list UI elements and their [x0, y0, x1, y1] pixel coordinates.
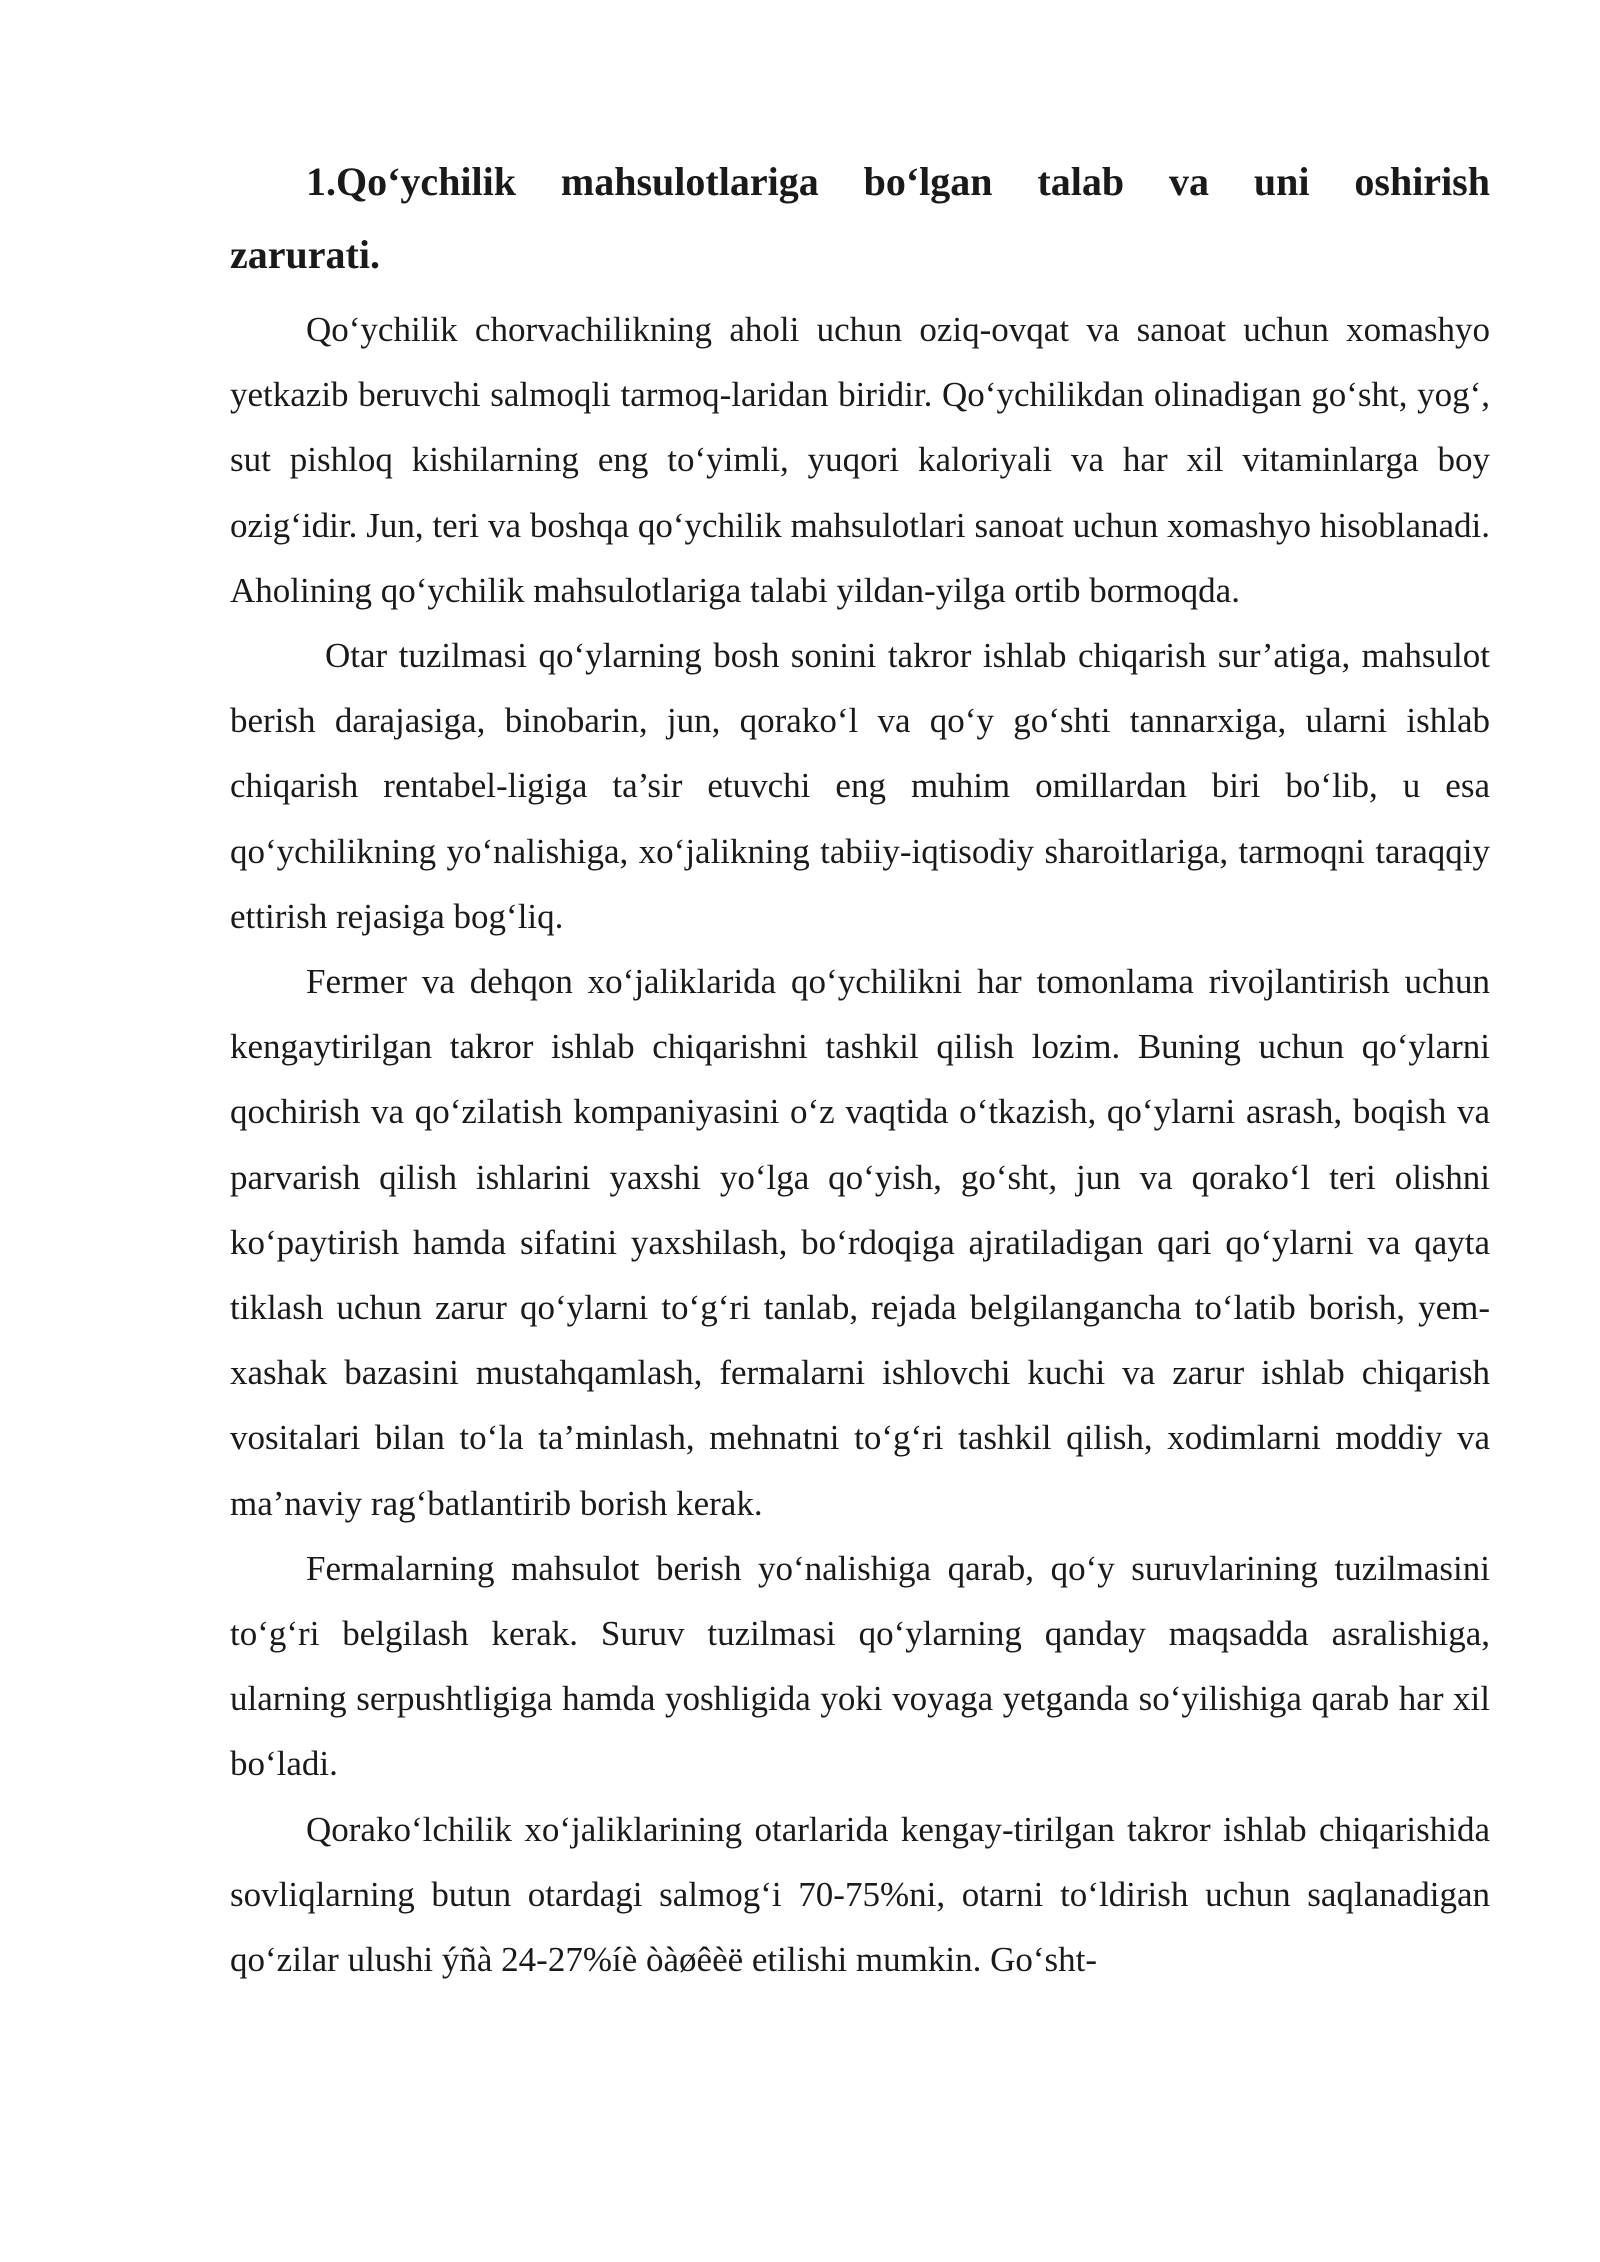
paragraph-1: Qo‘ychilik chorvachilikning aholi uchun oziq-ovqat va sanoat uchun xomashyo yetkazib beruvchi salmoqli tarmoq-laridan biridir. Qo‘ychilikdan olinadigan go‘sht, yog‘, sut pishloq kishilarning eng to‘yimli, yuqori kaloriyali va har xil vitaminlarga boy ozig‘idir. Jun, teri va boshqa qo‘ychilik mahsulotlari sanoat uchun xomashyo hisoblanadi. Aholining qo‘ychilik mahsulotlariga talabi yildan-yilga ortib bormoqda. [230, 310, 1490, 610]
paragraph-5: Qorako‘lchilik xo‘jaliklarining otarlarida kengay-tirilgan takror ishlab chiqarishida sovliqlarning butun otardagi salmog‘i 70-75%ni, otarni to‘ldirish uchun saqlanadigan qo‘zilar ulushi ýñà 24-27%íè òàøêèë etilishi mumkin. Go‘sht- [230, 1809, 1490, 1980]
document-body [230, 145, 1490, 1992]
paragraph-3: Fermer va dehqon xo‘jaliklarida qo‘ychilikni har tomonlama rivojlantirish uchun kengaytirilgan takror ishlab chiqarishni tashkil qilish lozim. Buning uchun qo‘ylarni qochirish va qo‘zilatish kompaniyasini o‘z vaqtida o‘tkazish, qo‘ylarni asrash, boqish va parvarish qilish ishlarini yaxshi yo‘lga qo‘yish, go‘sht, jun va qorako‘l teri olishni ko‘paytirish hamda sifatini yaxshilash, bo‘rdoqiga ajratiladigan qari qo‘ylarni va qayta tiklash uchun zarur qo‘ylarni to‘g‘ri tanlab, rejada belgilangancha to‘latib borish, yem-xashak bazasini mustahqamlash, fermalarni ishlovchi kuchi va zarur ishlab chiqarish vositalari bilan to‘la ta’minlash, mehnatni to‘g‘ri tashkil qilish, xodimlarni moddiy va ma’naviy rag‘batlantirib borish kerak. [230, 962, 1490, 1523]
paragraph-4: Fermalarning mahsulot berish yo‘nalishiga qarab, qo‘y suruvlarining tuzilmasini to‘g‘ri belgilash kerak. Suruv tuzilmasi qo‘ylarning qanday maqsadda asralishiga, ularning serpushtligiga hamda yoshligida yoki voyaga yetganda so‘yilishiga qarab har xil bo‘ladi. [230, 1548, 1490, 1784]
paragraph-2: Otar tuzilmasi qo‘ylarning bosh sonini takror ishlab chiqarish sur’atiga, mahsulot berish darajasiga, binobarin, jun, qorako‘l va qo‘y go‘shti tannarxiga, ularni ishlab chiqarish rentabel-ligiga ta’sir etuvchi eng muhim omillardan biri bo‘lib, u esa qo‘ychilikning yo‘nalishiga, xo‘jalikning tabiiy-iqtisodiy sharoitlariga, tarmoqni taraqqiy ettirish rejasiga bog‘liq. [230, 636, 1490, 936]
section-heading: 1.Qo‘ychilik mahsulotlariga bo‘lgan talab va uni oshirish zarurati. [230, 159, 1490, 277]
